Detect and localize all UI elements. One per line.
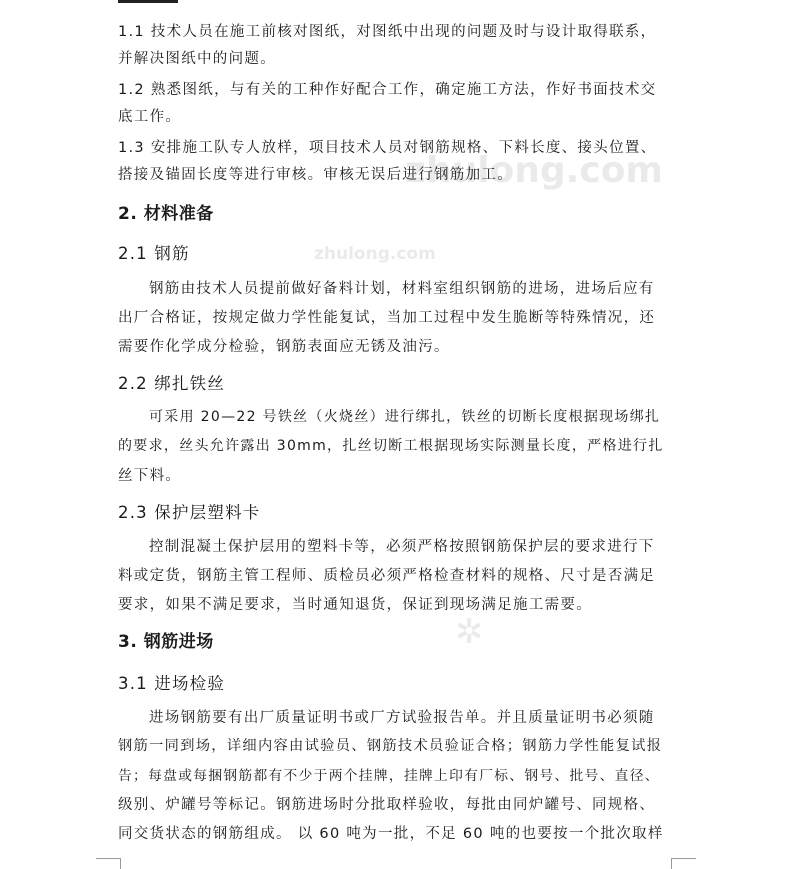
para-3-1-line-1: 进场钢筋要有出厂质量证明书或厂方试验报告单。并且质量证明书必须随 [149, 710, 655, 726]
para-2-3-line-2: 料或定货，钢筋主管工程师、质检员必须严格检查材料的规格、尺寸是否满足 [118, 568, 656, 584]
para-2-3-line-3: 要求，如果不满足要求，当时通知退货，保证到现场满足施工需要。 [118, 597, 592, 613]
para-2-2-line-3: 丝下料。 [118, 468, 182, 484]
watermark-zhulong-large: zhulong.com [405, 150, 663, 191]
subsection-heading-2-2: 2.2 绑扎铁丝 [118, 374, 226, 393]
para-2-2-line-1: 可采用 20—22 号铁丝（火烧丝）进行绑扎，铁丝的切断长度根据现场绑扎 [149, 409, 661, 425]
para-3-1-line-3: 告；每盘或每捆钢筋都有不少于两个挂牌，挂牌上印有厂标、钢号、批号、直径、 [118, 768, 660, 784]
para-1-1-line-2: 并解决图纸中的问题。 [118, 51, 276, 67]
crop-mark-bottom-right [672, 858, 696, 859]
subsection-heading-3-1: 3.1 进场检验 [118, 674, 226, 693]
para-1-2-line-1: 1.2 熟悉图纸，与有关的工种作好配合工作，确定施工方法，作好书面技术交 [118, 82, 657, 98]
para-1-3-line-1: 1.3 安排施工队专人放样，项目技术人员对钢筋规格、下料长度、接头位置、 [118, 140, 657, 156]
para-1-3-line-2: 搭接及锚固长度等进行审核。审核无误后进行钢筋加工。 [118, 167, 513, 183]
subsection-heading-2-3: 2.3 保护层塑料卡 [118, 503, 261, 522]
watermark-logo-icon: ✲ [455, 612, 484, 652]
clipped-heading-fragment [118, 0, 178, 3]
para-3-1-line-2: 钢筋一同到场，详细内容由试验员、钢筋技术员验证合格；钢筋力学性能复试报 [118, 738, 663, 754]
crop-mark-bottom-left-vertical [120, 858, 121, 869]
para-2-1-line-3: 需要作化学成分检验，钢筋表面应无锈及油污。 [118, 339, 450, 355]
section-heading-3: 3. 钢筋进场 [118, 632, 214, 652]
para-2-1-line-2: 出厂合格证，按规定做力学性能复试，当加工过程中发生脆断等特殊情况，还 [118, 310, 656, 326]
section-heading-2: 2. 材料准备 [118, 204, 214, 224]
crop-mark-bottom-left [96, 858, 120, 859]
subsection-heading-2-1: 2.1 钢筋 [118, 244, 190, 263]
para-3-1-line-5: 同交货状态的钢筋组成。 以 60 吨为一批，不足 60 吨的也要按一个批次取样 [118, 826, 664, 842]
para-3-1-line-4: 级别、炉罐号等标记。钢筋进场时分批取样验收，每批由同炉罐号、同规格、 [118, 797, 656, 813]
para-2-2-line-2: 的要求，丝头允许露出 30mm，扎丝切断工根据现场实际测量长度，严格进行扎 [118, 438, 664, 454]
para-2-3-line-1: 控制混凝土保护层用的塑料卡等，必须严格按照钢筋保护层的要求进行下 [149, 539, 655, 555]
para-1-1-line-1: 1.1 技术人员在施工前核对图纸，对图纸中出现的问题及时与设计取得联系， [118, 24, 657, 40]
crop-mark-bottom-right-vertical [671, 858, 672, 869]
para-1-2-line-2: 底工作。 [118, 109, 182, 125]
para-2-1-line-1: 钢筋由技术人员提前做好备料计划，材料室组织钢筋的进场，进场后应有 [149, 281, 655, 297]
watermark-zhulong-small: zhulong.com [314, 244, 436, 264]
